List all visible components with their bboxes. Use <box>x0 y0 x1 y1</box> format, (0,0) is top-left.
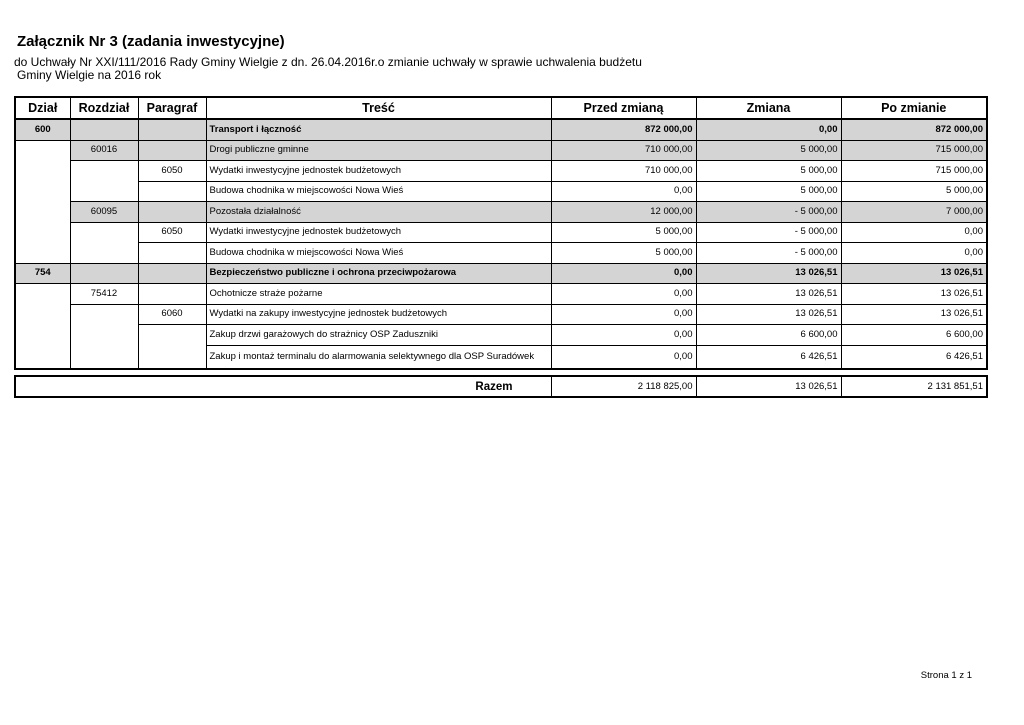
cell-po: 13 026,51 <box>841 263 987 284</box>
cell-tresc: Drogi publiczne gminne <box>206 140 551 161</box>
col-header-rozdzial: Rozdział <box>70 97 138 119</box>
cell-przed: 0,00 <box>551 263 696 284</box>
cell-po: 6 426,51 <box>841 345 987 369</box>
cell-przed: 0,00 <box>551 325 696 346</box>
cell-przed: 710 000,00 <box>551 140 696 161</box>
table-row <box>15 304 987 325</box>
total-label: Razem <box>15 376 551 397</box>
cell-po: 0,00 <box>841 222 987 243</box>
table-header-row <box>15 97 987 119</box>
cell-zmiana: 5 000,00 <box>696 140 841 161</box>
table-row <box>15 243 987 264</box>
cell-paragraf <box>138 284 206 305</box>
document-title: Załącznik Nr 3 (zadania inwestycyjne) <box>17 33 285 50</box>
cell-po: 715 000,00 <box>841 161 987 182</box>
cell-rozdzial: 60095 <box>70 202 138 223</box>
col-header-dzial: Dział <box>15 97 70 119</box>
cell-tresc: Transport i łączność <box>206 119 551 140</box>
cell-zmiana: - 5 000,00 <box>696 243 841 264</box>
cell-rozdzial-span <box>70 222 138 263</box>
cell-przed: 872 000,00 <box>551 119 696 140</box>
resolution-reference: do Uchwały Nr XXI/111/2016 Rady Gminy Wielgie z dn. 26.04.2016r.o zmianie uchwały w sprawie uchwalenia budżetu <box>14 55 642 69</box>
total-table <box>14 375 988 398</box>
cell-przed: 5 000,00 <box>551 222 696 243</box>
cell-paragraf: 6060 <box>138 304 206 325</box>
cell-rozdzial-span <box>70 304 138 369</box>
cell-tresc: Budowa chodnika w miejscowości Nowa Wieś <box>206 181 551 202</box>
cell-paragraf: 6050 <box>138 161 206 182</box>
table-row <box>15 222 987 243</box>
cell-dzial-span <box>15 140 70 263</box>
cell-rozdzial <box>70 263 138 284</box>
cell-paragraf: 6050 <box>138 222 206 243</box>
table-row <box>15 263 987 284</box>
cell-po: 5 000,00 <box>841 181 987 202</box>
cell-dzial: 754 <box>15 263 70 284</box>
page-number: Strona 1 z 1 <box>920 670 972 681</box>
cell-po: 13 026,51 <box>841 284 987 305</box>
cell-dzial: 600 <box>15 119 70 140</box>
cell-przed: 0,00 <box>551 284 696 305</box>
total-zmiana: 13 026,51 <box>696 376 841 397</box>
table-row <box>15 161 987 182</box>
table-row <box>15 181 987 202</box>
cell-zmiana: 5 000,00 <box>696 181 841 202</box>
cell-paragraf <box>138 140 206 161</box>
cell-przed: 0,00 <box>551 181 696 202</box>
cell-po: 13 026,51 <box>841 304 987 325</box>
cell-rozdzial-span <box>70 161 138 202</box>
cell-tresc: Wydatki na zakupy inwestycyjne jednostek budżetowych <box>206 304 551 325</box>
cell-zmiana: 5 000,00 <box>696 161 841 182</box>
cell-po: 0,00 <box>841 243 987 264</box>
table-row <box>15 140 987 161</box>
budget-year-line: Gminy Wielgie na 2016 rok <box>17 68 162 82</box>
total-po: 2 131 851,51 <box>841 376 987 397</box>
cell-tresc: Ochotnicze straże pożarne <box>206 284 551 305</box>
cell-tresc: Pozostała działalność <box>206 202 551 223</box>
cell-tresc: Wydatki inwestycyjne jednostek budżetowych <box>206 222 551 243</box>
cell-tresc: Zakup drzwi garażowych do strażnicy OSP Zaduszniki <box>206 325 551 346</box>
cell-przed: 0,00 <box>551 304 696 325</box>
cell-zmiana: 13 026,51 <box>696 284 841 305</box>
cell-zmiana: 6 600,00 <box>696 325 841 346</box>
cell-zmiana: 0,00 <box>696 119 841 140</box>
cell-rozdzial <box>70 119 138 140</box>
cell-paragraf <box>138 181 206 202</box>
investment-table <box>14 96 988 370</box>
cell-rozdzial: 75412 <box>70 284 138 305</box>
cell-przed: 5 000,00 <box>551 243 696 264</box>
cell-paragraf <box>138 263 206 284</box>
table-row <box>15 119 987 140</box>
cell-zmiana: 13 026,51 <box>696 304 841 325</box>
cell-tresc: Wydatki inwestycyjne jednostek budżetowych <box>206 161 551 182</box>
cell-zmiana: 13 026,51 <box>696 263 841 284</box>
col-header-tresc: Treść <box>206 97 551 119</box>
cell-zmiana: - 5 000,00 <box>696 222 841 243</box>
cell-przed: 12 000,00 <box>551 202 696 223</box>
cell-rozdzial: 60016 <box>70 140 138 161</box>
cell-przed: 710 000,00 <box>551 161 696 182</box>
cell-po: 872 000,00 <box>841 119 987 140</box>
cell-po: 6 600,00 <box>841 325 987 346</box>
table-row <box>15 202 987 223</box>
col-header-paragraf: Paragraf <box>138 97 206 119</box>
total-przed: 2 118 825,00 <box>551 376 696 397</box>
cell-tresc: Budowa chodnika w miejscowości Nowa Wieś <box>206 243 551 264</box>
col-header-zmiana: Zmiana <box>696 97 841 119</box>
cell-paragraf-span <box>138 325 206 369</box>
cell-paragraf <box>138 202 206 223</box>
cell-po: 7 000,00 <box>841 202 987 223</box>
col-header-przed: Przed zmianą <box>551 97 696 119</box>
cell-paragraf <box>138 119 206 140</box>
col-header-po: Po zmianie <box>841 97 987 119</box>
cell-przed: 0,00 <box>551 345 696 369</box>
cell-tresc: Bezpieczeństwo publiczne i ochrona przeciwpożarowa <box>206 263 551 284</box>
cell-zmiana: - 5 000,00 <box>696 202 841 223</box>
total-row <box>15 376 987 397</box>
cell-zmiana: 6 426,51 <box>696 345 841 369</box>
cell-tresc: Zakup i montaż terminalu do alarmowania selektywnego dla OSP Suradówek <box>206 345 551 369</box>
cell-paragraf <box>138 243 206 264</box>
cell-po: 715 000,00 <box>841 140 987 161</box>
table-row <box>15 325 987 346</box>
table-row <box>15 284 987 305</box>
cell-dzial-span <box>15 284 70 369</box>
